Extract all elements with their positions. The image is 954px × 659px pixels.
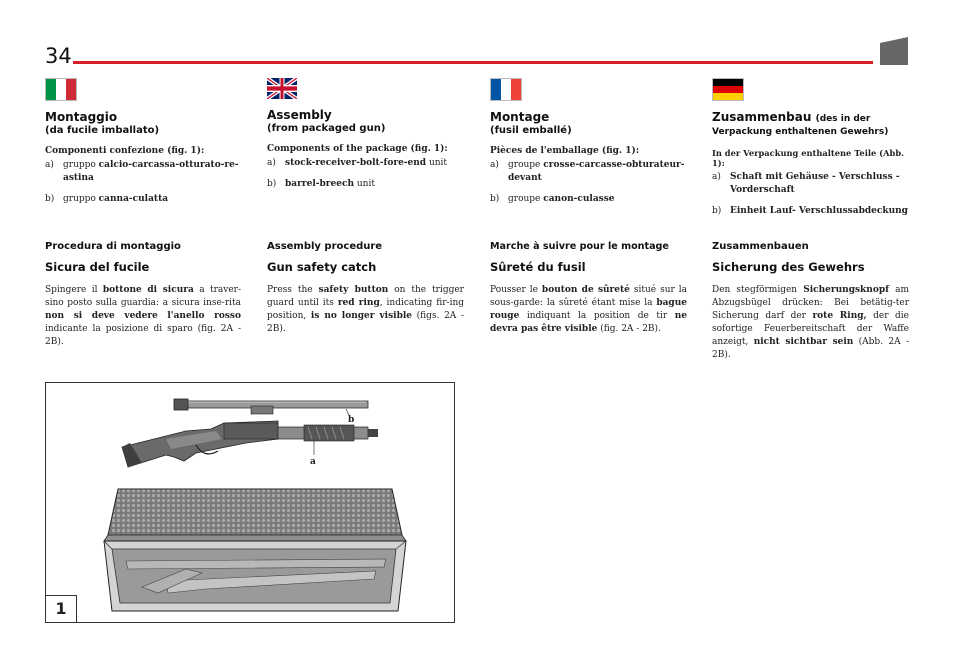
- item-label: a): [45, 160, 54, 170]
- list-item: [267, 178, 465, 191]
- procedure-french: [490, 241, 687, 336]
- procedure-subtitle: Sicura del fucile: [45, 260, 150, 274]
- column-italian: [45, 78, 243, 206]
- components-title: Pièces de l'emballage (fig. 1):: [490, 146, 640, 156]
- components-title: Components of the package (fig. 1):: [267, 144, 448, 154]
- corner-tab: [880, 37, 908, 65]
- item-text: Einheit Lauf- Verschlussabdeckung: [730, 206, 908, 216]
- item-label: a): [490, 160, 499, 170]
- page-number: 34: [45, 44, 72, 68]
- flag-uk-icon: [267, 78, 297, 99]
- item-text: gruppo calcio-carcassa-otturato-re-astina: [63, 160, 239, 183]
- case-box-icon: [104, 489, 406, 611]
- procedure-title: Assembly procedure: [267, 241, 383, 252]
- flag-stripe: [713, 93, 743, 100]
- section-title: Montaggio: [45, 110, 118, 124]
- procedure-subtitle: Sûreté du fusil: [490, 260, 586, 274]
- flag-stripe: [66, 79, 76, 100]
- item-text: groupe canon-culasse: [508, 194, 615, 204]
- text-run: (Abb. 2A - 2B).: [712, 337, 909, 360]
- procedure-german: [712, 241, 909, 362]
- figure-1: [45, 382, 455, 623]
- text-run: indicante la posizione di sparo (fig. 2A - 2B).: [45, 324, 241, 347]
- label-a: a: [310, 457, 316, 467]
- header-rule: [73, 61, 873, 64]
- stock-receiver-icon: [122, 421, 378, 467]
- procedure-text: [490, 284, 687, 336]
- list-item: [45, 159, 243, 185]
- figure-number: 1: [46, 595, 77, 622]
- section-subtitle: (da fucile imballato): [45, 125, 160, 136]
- gun-box-illustration: [46, 383, 454, 622]
- text-run: a traver-sino posto sulla guardia: a sicura inse-rita: [45, 285, 241, 308]
- item-label: b): [45, 194, 55, 204]
- section-title: Zusammenbau (des in der: [712, 110, 871, 124]
- column-german: [712, 78, 910, 218]
- list-item: [712, 171, 910, 197]
- text-run: situé sur la sous-garde: la sûreté étant mise la: [490, 285, 687, 308]
- procedure-subtitle: Sicherung des Gewehrs: [712, 260, 865, 274]
- text-run: , indicating fir-ing position,: [267, 298, 465, 321]
- text-run: Pousser le: [490, 285, 542, 295]
- flag-france-icon: [490, 78, 522, 101]
- procedure-english: [267, 241, 464, 336]
- section-title-small: (des in der: [815, 114, 871, 124]
- text-run: Den stegförmigen: [712, 285, 804, 295]
- section-subtitle: (fusil emballé): [490, 125, 572, 136]
- procedure-title: Marche à suivre pour le montage: [490, 241, 669, 252]
- text-run: Press the: [267, 285, 319, 295]
- list-item: [490, 159, 688, 185]
- item-label: b): [490, 194, 500, 204]
- barrel-breech-icon: [174, 399, 368, 414]
- text-run: on the trigger guard until its: [267, 285, 464, 308]
- item-text: groupe crosse-carcasse-obturateur-devant: [508, 160, 685, 183]
- column-french: [490, 78, 688, 206]
- column-english: [267, 78, 465, 191]
- item-label: b): [267, 179, 277, 189]
- procedure-text: [267, 284, 464, 336]
- flag-italy-icon: [45, 78, 77, 101]
- bold-run: bottone di sicura: [102, 285, 194, 295]
- bold-run: safety button: [318, 285, 389, 295]
- components-title: In der Verpackung enthaltene Teile (Abb. 1):: [712, 148, 905, 168]
- text-run: (fig. 2A - 2B).: [597, 324, 661, 334]
- procedure-subtitle: Gun safety catch: [267, 260, 377, 274]
- section-subtitle: (from packaged gun): [267, 123, 386, 134]
- bold-run: is no longer visible: [310, 311, 413, 321]
- flag-stripe: [511, 79, 521, 100]
- bold-run: non si deve vedere l'anello rosso: [45, 311, 241, 321]
- bold-run: bouton de sûreté: [541, 285, 630, 295]
- label-b: b: [348, 415, 355, 425]
- procedure-text: [45, 284, 241, 349]
- text-run: der die sofortige Feuerbereitschaft der Waffe anzeigt,: [712, 311, 909, 347]
- item-text: barrel-breech unit: [285, 179, 375, 189]
- flag-stripe: [713, 86, 743, 93]
- flag-stripe: [491, 79, 501, 100]
- flag-stripe: [713, 79, 743, 86]
- section-title: Assembly: [267, 108, 332, 122]
- bold-run: ne devra pas être visible: [490, 311, 687, 334]
- item-label: a): [267, 158, 276, 168]
- procedure-title: Procedura di montaggio: [45, 241, 181, 252]
- list-item: [490, 193, 688, 206]
- item-text: Schaft mit Gehäuse - Verschluss - Vorderschaft: [730, 172, 900, 195]
- components-title: Componenti confezione (fig. 1):: [45, 146, 205, 156]
- item-text: gruppo canna-culatta: [63, 194, 169, 204]
- list-item: [45, 193, 243, 206]
- list-item: [267, 157, 465, 170]
- flag-germany-icon: [712, 78, 744, 101]
- list-item: [712, 205, 910, 218]
- flag-stripe: [56, 79, 66, 100]
- item-label: b): [712, 206, 722, 216]
- procedure-text: [712, 284, 909, 362]
- item-text: stock-receiver-bolt-fore-end unit: [285, 158, 448, 168]
- item-label: a): [712, 172, 721, 182]
- procedure-title: Zusammenbauen: [712, 241, 809, 252]
- flag-stripe: [46, 79, 56, 100]
- text-run: am Abzugsbügel drücken: Bei betätig-ter Sicherung darf der: [712, 285, 910, 321]
- flag-stripe: [501, 79, 511, 100]
- bold-run: nicht sichtbar sein: [753, 337, 854, 347]
- text-run: (figs. 2A - 2B).: [267, 311, 464, 334]
- bold-run: Sicherungsknopf: [803, 285, 890, 295]
- bold-run: bague rouge: [490, 298, 687, 321]
- procedure-italian: [45, 241, 241, 349]
- section-title: Montage: [490, 110, 550, 124]
- bold-run: red ring: [337, 298, 380, 308]
- text-run: indiquant la position de tir: [519, 311, 675, 321]
- text-run: Spingere il: [45, 285, 103, 295]
- section-subtitle: Verpackung enthaltenen Gewehrs): [712, 127, 889, 137]
- bold-run: rote Ring,: [812, 311, 867, 321]
